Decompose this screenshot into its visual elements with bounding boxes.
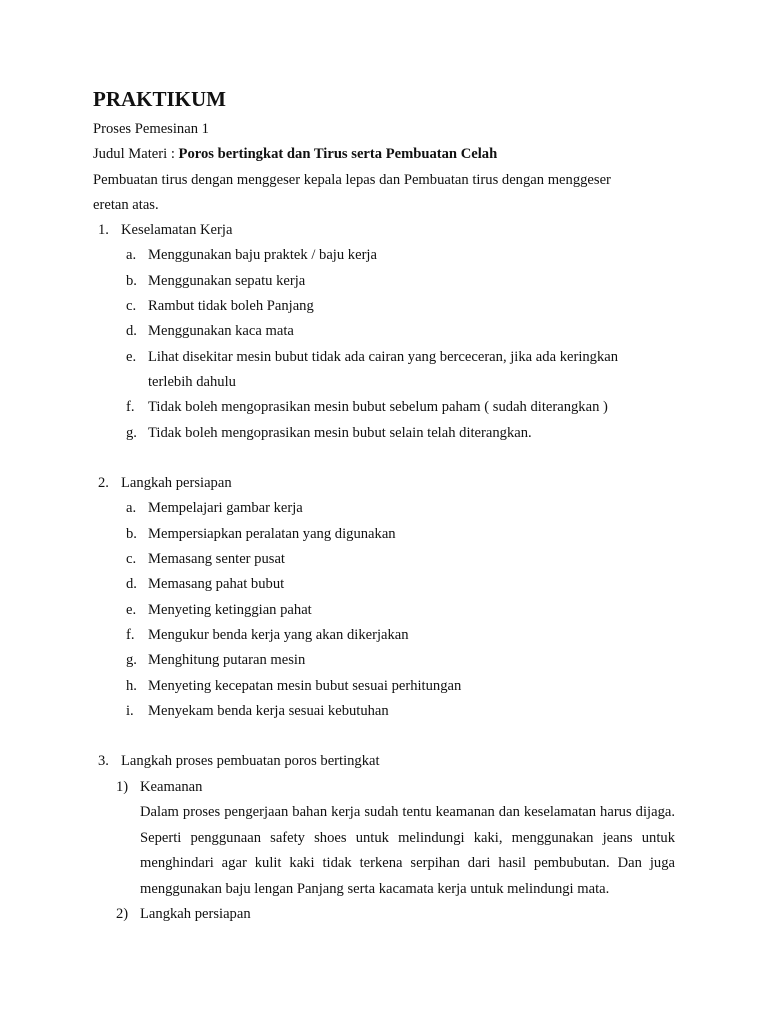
list-item <box>93 572 675 597</box>
page-title: PRAKTIKUM <box>93 87 226 111</box>
list-item <box>93 496 675 521</box>
section-1-heading <box>93 218 675 243</box>
list-label: f. <box>126 626 135 643</box>
list-text: Menggunakan kaca mata <box>148 323 294 340</box>
list-text: Tidak boleh mengoprasikan mesin bubut selain telah diterangkan. <box>148 424 532 441</box>
section-3-heading <box>93 749 675 774</box>
list-label: g. <box>126 424 137 441</box>
subsection-title: Keamanan <box>140 778 203 795</box>
document-page <box>93 84 675 927</box>
spacer <box>93 724 675 749</box>
section-number: 3. <box>98 753 109 770</box>
list-label: c. <box>126 298 137 315</box>
list-text: Lihat disekitar mesin bubut tidak ada cairan yang berceceran, jika ada keringkan <box>148 348 619 365</box>
list-label: b. <box>126 272 137 289</box>
section-number: 2. <box>98 475 109 492</box>
topic-prefix: Judul Materi : <box>93 146 179 163</box>
list-item <box>93 598 675 623</box>
section-heading: Langkah persiapan <box>121 475 232 492</box>
list-text: Rambut tidak boleh Panjang <box>148 298 314 315</box>
subsection-title: Langkah persiapan <box>140 906 251 923</box>
list-item <box>93 648 675 673</box>
list-item-continuation: terlebih dahulu <box>148 373 236 390</box>
list-text: Menggunakan baju praktek / baju kerja <box>148 247 377 264</box>
list-label: h. <box>126 677 137 694</box>
list-label: a. <box>126 247 137 264</box>
list-text: Menyekam benda kerja sesuai kebutuhan <box>148 702 389 719</box>
list-item <box>93 674 675 699</box>
list-label: e. <box>126 601 137 618</box>
intro-line-1: Pembuatan tirus dengan menggeser kepala lepas dan Pembuatan tirus dengan menggeser <box>93 171 611 188</box>
list-label: d. <box>126 323 137 340</box>
list-text: Mempelajari gambar kerja <box>148 500 303 517</box>
subsection-heading <box>93 902 675 927</box>
list-label: b. <box>126 525 137 542</box>
subsection-label: 2) <box>116 906 129 923</box>
list-label: i. <box>126 702 134 719</box>
list-label: f. <box>126 399 135 416</box>
list-text: Menggunakan sepatu kerja <box>148 272 306 289</box>
section-number: 1. <box>98 222 109 239</box>
list-label: d. <box>126 576 137 593</box>
subsection-heading <box>93 775 675 800</box>
list-text: Tidak boleh mengoprasikan mesin bubut sebelum paham ( sudah diterangkan ) <box>148 399 608 416</box>
list-item <box>93 623 675 648</box>
spacer <box>93 446 675 471</box>
intro-line-2: eretan atas. <box>93 196 159 213</box>
subsection-label: 1) <box>116 778 129 795</box>
list-item <box>93 522 675 547</box>
list-item <box>93 547 675 572</box>
list-item <box>93 421 675 446</box>
list-item <box>93 699 675 724</box>
list-label: a. <box>126 500 137 517</box>
section-heading: Langkah proses pembuatan poros bertingkat <box>121 753 380 770</box>
subsection-paragraph: Dalam proses pengerjaan bahan kerja sudah tentu keamanan dan keselamatan harus dijaga. Seperti penggunaan safety shoes untuk melindungi kaki, menggunakan jeans untuk menghindari agar kulit kaki tidak terkena serpihan dari hasil pembubutan. Dan juga menggunakan baju lengan Panjang serta kacamata kerja untuk melindungi mata. <box>140 804 675 897</box>
list-text: Menghitung putaran mesin <box>148 652 306 669</box>
list-item <box>93 269 675 294</box>
list-text: Mengukur benda kerja yang akan dikerjakan <box>148 626 409 643</box>
list-label: c. <box>126 551 137 568</box>
topic-line <box>93 142 675 167</box>
list-item <box>93 294 675 319</box>
list-text: Mempersiapkan peralatan yang digunakan <box>148 525 396 542</box>
list-item <box>93 345 675 370</box>
section-heading: Keselamatan Kerja <box>121 222 233 239</box>
topic-title: Poros bertingkat dan Tirus serta Pembuatan Celah <box>178 146 498 163</box>
list-label: g. <box>126 652 137 669</box>
list-label: e. <box>126 348 137 365</box>
list-item <box>93 243 675 268</box>
list-item <box>93 319 675 344</box>
list-text: Memasang pahat bubut <box>148 576 285 593</box>
list-text: Menyeting kecepatan mesin bubut sesuai perhitungan <box>148 677 462 694</box>
list-text: Menyeting ketinggian pahat <box>148 601 312 618</box>
list-item <box>93 395 675 420</box>
section-2-heading <box>93 471 675 496</box>
list-text: Memasang senter pusat <box>148 551 285 568</box>
course-name: Proses Pemesinan 1 <box>93 121 209 137</box>
